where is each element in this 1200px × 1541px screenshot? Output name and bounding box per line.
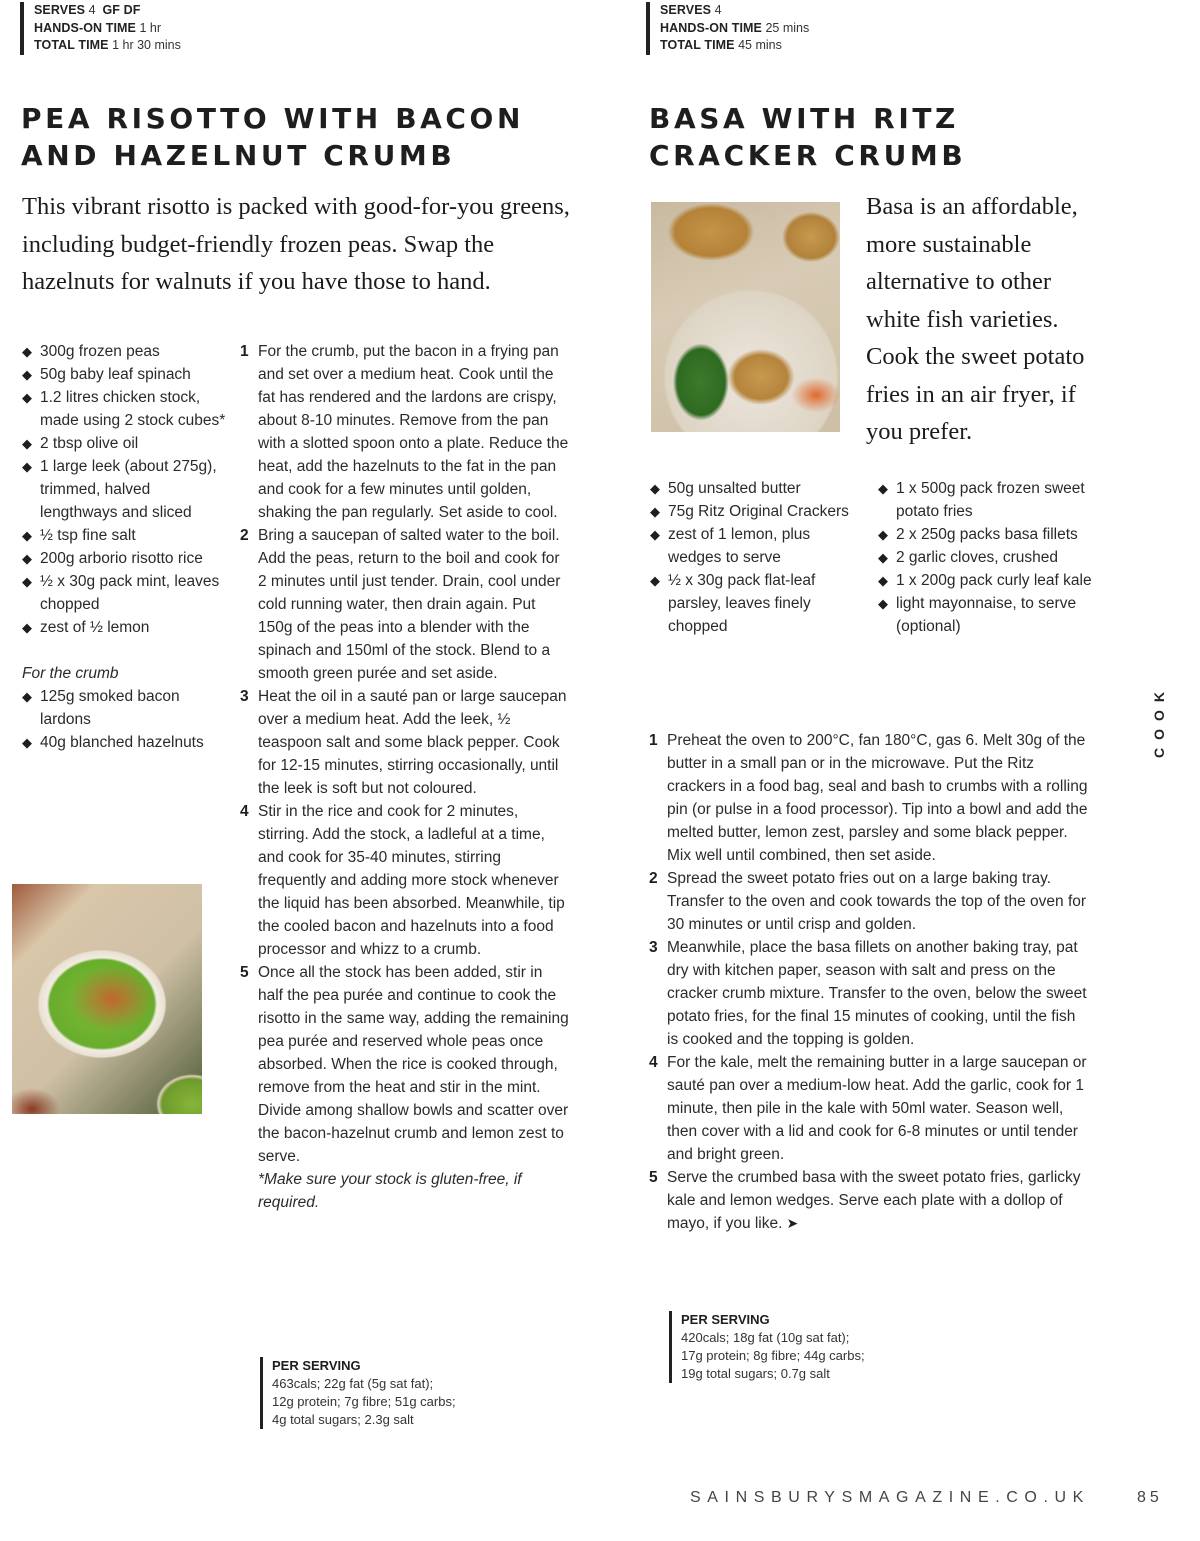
- title-line: BASA WITH RITZ: [649, 102, 959, 135]
- ingredient-item: ◆ 300g frozen peas: [22, 340, 232, 363]
- ingredient-item: ◆ zest of 1 lemon, plus wedges to serve: [650, 523, 865, 569]
- method-step: [649, 936, 1089, 1051]
- ingredient-item: ◆ 1 x 200g pack curly leaf kale: [878, 569, 1098, 592]
- method-list-left: [240, 340, 570, 1214]
- total-time-label: TOTAL TIME: [660, 38, 735, 52]
- hands-on-label: HANDS-ON TIME: [34, 20, 136, 35]
- serves-label: SERVES: [34, 3, 86, 17]
- step-text: For the kale, melt the remaining butter in a large saucepan or sauté pan over a medium-low heat. Add the garlic, cook for 1 minute, then pile in the kale with 50ml water. Season well, then cover with a lid and cook for 6-8 minutes or until tender and bright green.: [667, 1054, 1087, 1163]
- continue-arrow-icon: ➤: [786, 1215, 799, 1231]
- step-number: 1: [240, 343, 249, 360]
- nutrition-left: [260, 1357, 456, 1429]
- method-step: [649, 729, 1089, 867]
- recipe-title-left: [21, 100, 524, 174]
- ingredients-list-left: [22, 340, 232, 754]
- ingredient-item: ◆ light mayonnaise, to serve (optional): [878, 592, 1098, 638]
- total-time-value: 45 mins: [738, 38, 782, 52]
- title-line: PEA RISOTTO WITH BACON: [21, 102, 524, 135]
- ingredient-item: ◆ 200g arborio risotto rice: [22, 547, 232, 570]
- basa-photo: [651, 202, 840, 432]
- footer-website: SAINSBURYSMAGAZINE.CO.UK: [690, 1489, 1090, 1506]
- step-number: 2: [240, 527, 249, 544]
- step-number: 5: [240, 964, 249, 981]
- recipe-title-right: [649, 100, 966, 174]
- step-number: 4: [649, 1054, 658, 1071]
- stock-note: *Make sure your stock is gluten-free, if required.: [258, 1171, 522, 1211]
- nutrition-right: [669, 1311, 865, 1383]
- ingredient-item: ◆ ½ x 30g pack mint, leaves chopped: [22, 570, 232, 616]
- ingredient-item: ◆ 40g blanched hazelnuts: [22, 731, 232, 754]
- method-step: [240, 524, 570, 685]
- method-step: [240, 961, 570, 1168]
- nutrition-line: 19g total sugars; 0.7g salt: [681, 1366, 830, 1381]
- section-tab-label: COOK: [1151, 684, 1167, 758]
- nutrition-line: 463cals; 22g fat (5g sat fat);: [272, 1376, 434, 1391]
- recipe-meta-left: [20, 2, 181, 55]
- recipe-intro-left: This vibrant risotto is packed with good-for-you greens, including budget-friendly frozen peas. Swap the hazelnuts for walnuts if you have those to hand.: [22, 193, 570, 295]
- nutrition-heading: PER SERVING: [681, 1312, 770, 1327]
- step-text: Heat the oil in a sauté pan or large saucepan over a medium heat. Add the leek, ½ teaspoon salt and some black pepper. Cook for 12-15 minutes, stirring occasionally, until the leek is soft but not coloured.: [258, 688, 567, 797]
- nutrition-heading: PER SERVING: [272, 1358, 361, 1373]
- hands-on-value: 25 mins: [765, 20, 810, 35]
- method-list-right: [649, 729, 1089, 1235]
- ingredient-item: ◆ 50g baby leaf spinach: [22, 363, 232, 386]
- step-text: Preheat the oven to 200°C, fan 180°C, gas 6. Melt 30g of the butter in a small pan or in the microwave. Put the Ritz crackers in a food bag, seal and bash to crumbs with a rolling pin (or pulse in a food processor). Tip into a bowl and add the melted butter, lemon zest, parsley and some black pepper. Mix well until combined, then set aside.: [667, 732, 1088, 864]
- ingredient-item: ◆ 2 tbsp olive oil: [22, 432, 232, 455]
- serves-label: SERVES: [660, 3, 712, 17]
- total-time-value: 1 hr 30 mins: [112, 38, 181, 52]
- step-text: Bring a saucepan of salted water to the boil. Add the peas, return to the boil and cook for 2 minutes until just tender. Drain, cool under cold running water, then drain again. Put 150g of the peas into a blender with the spinach and 150ml of the stock. Blend to a smooth green purée and set aside.: [258, 527, 561, 682]
- step-number: 3: [240, 688, 249, 705]
- hands-on-value: 1 hr: [139, 20, 162, 35]
- ingredient-item: ◆ 1.2 litres chicken stock, made using 2 stock cubes*: [22, 386, 232, 432]
- ingredients-list-right-col2: [878, 477, 1098, 638]
- page-number: 85: [1137, 1489, 1163, 1506]
- recipe-intro-right: Basa is an affordable, more sustainable alternative to other white fish varieties. Cook the sweet potato fries in an air fryer, if you prefer.: [866, 193, 1085, 445]
- dietary-badges: GF DF: [102, 3, 141, 17]
- hands-on-label: HANDS-ON TIME: [660, 20, 762, 35]
- nutrition-line: 17g protein; 8g fibre; 44g carbs;: [681, 1348, 865, 1363]
- serves-value: 4: [88, 3, 96, 17]
- step-number: 4: [240, 803, 249, 820]
- ingredient-item: ◆ 125g smoked bacon lardons: [22, 685, 232, 731]
- ingredient-item: ◆ 50g unsalted butter: [650, 477, 865, 500]
- crumb-subheading: For the crumb: [22, 665, 119, 682]
- step-number: 3: [649, 939, 658, 956]
- step-number: 5: [649, 1169, 658, 1186]
- risotto-photo: [12, 884, 202, 1114]
- method-step: [649, 1166, 1089, 1235]
- ingredient-item: ◆ ½ x 30g pack flat-leaf parsley, leaves finely chopped: [650, 569, 865, 638]
- ingredient-item: ◆ 1 large leek (about 275g), trimmed, halved lengthways and sliced: [22, 455, 232, 524]
- nutrition-line: 4g total sugars; 2.3g salt: [272, 1412, 414, 1427]
- method-step: [240, 340, 570, 524]
- method-step: [649, 1051, 1089, 1166]
- ingredient-item: ◆ zest of ½ lemon: [22, 616, 232, 639]
- section-tab-cook: [1149, 678, 1169, 764]
- step-text: For the crumb, put the bacon in a frying pan and set over a medium heat. Cook until the fat has rendered and the lardons are crispy, about 8-10 minutes. Remove from the pan with a slotted spoon onto a plate. Reduce the heat, add the hazelnuts to the fat in the pan and cook for a few minutes until golden, shaking the pan regularly. Set aside to cool.: [258, 343, 569, 521]
- step-text: Stir in the rice and cook for 2 minutes, stirring. Add the stock, a ladleful at a time, and cook for 35-40 minutes, stirring frequently and adding more stock whenever the liquid has been absorbed. Meanwhile, tip the cooled bacon and hazelnuts into a food processor and whizz to a crumb.: [258, 803, 565, 958]
- ingredient-item: ◆ 2 garlic cloves, crushed: [878, 546, 1098, 569]
- step-text: Serve the crumbed basa with the sweet potato fries, garlicky kale and lemon wedges. Serve each plate with a dollop of mayo, if you like.: [667, 1169, 1081, 1232]
- step-number: 2: [649, 870, 658, 887]
- method-step: [240, 800, 570, 961]
- ingredient-item: ◆ ½ tsp fine salt: [22, 524, 232, 547]
- step-text: Meanwhile, place the basa fillets on another baking tray, pat dry with kitchen paper, season with salt and press on the cracker crumb mixture. Transfer to the oven, below the sweet potato fries, for the final 15 minutes of cooking, until the fish is cooked and the topping is golden.: [667, 939, 1087, 1048]
- ingredient-item: ◆ 75g Ritz Original Crackers: [650, 500, 865, 523]
- total-time-label: TOTAL TIME: [34, 38, 109, 52]
- nutrition-line: 420cals; 18g fat (10g sat fat);: [681, 1330, 850, 1345]
- step-text: Once all the stock has been added, stir in half the pea purée and continue to cook the risotto in the same way, adding the remaining pea purée and reserved whole peas once absorbed. When the rice is cooked through, remove from the heat and stir in the mint. Divide among shallow bowls and scatter over the bacon-hazelnut crumb and lemon zest to serve.: [258, 964, 569, 1165]
- method-step: [240, 685, 570, 800]
- title-line: CRACKER CRUMB: [649, 139, 967, 172]
- recipe-meta-right: [646, 2, 809, 55]
- ingredient-item: ◆ 1 x 500g pack frozen sweet potato fries: [878, 477, 1098, 523]
- ingredients-list-right-col1: [650, 477, 865, 638]
- title-line: AND HAZELNUT CRUMB: [21, 139, 456, 172]
- step-number: 1: [649, 732, 658, 749]
- nutrition-line: 12g protein; 7g fibre; 51g carbs;: [272, 1394, 456, 1409]
- serves-value: 4: [714, 3, 722, 17]
- method-step: [649, 867, 1089, 936]
- ingredient-item: ◆ 2 x 250g packs basa fillets: [878, 523, 1098, 546]
- step-text: Spread the sweet potato fries out on a large baking tray. Transfer to the oven and cook towards the top of the oven for 30 minutes or until crisp and golden.: [667, 870, 1087, 933]
